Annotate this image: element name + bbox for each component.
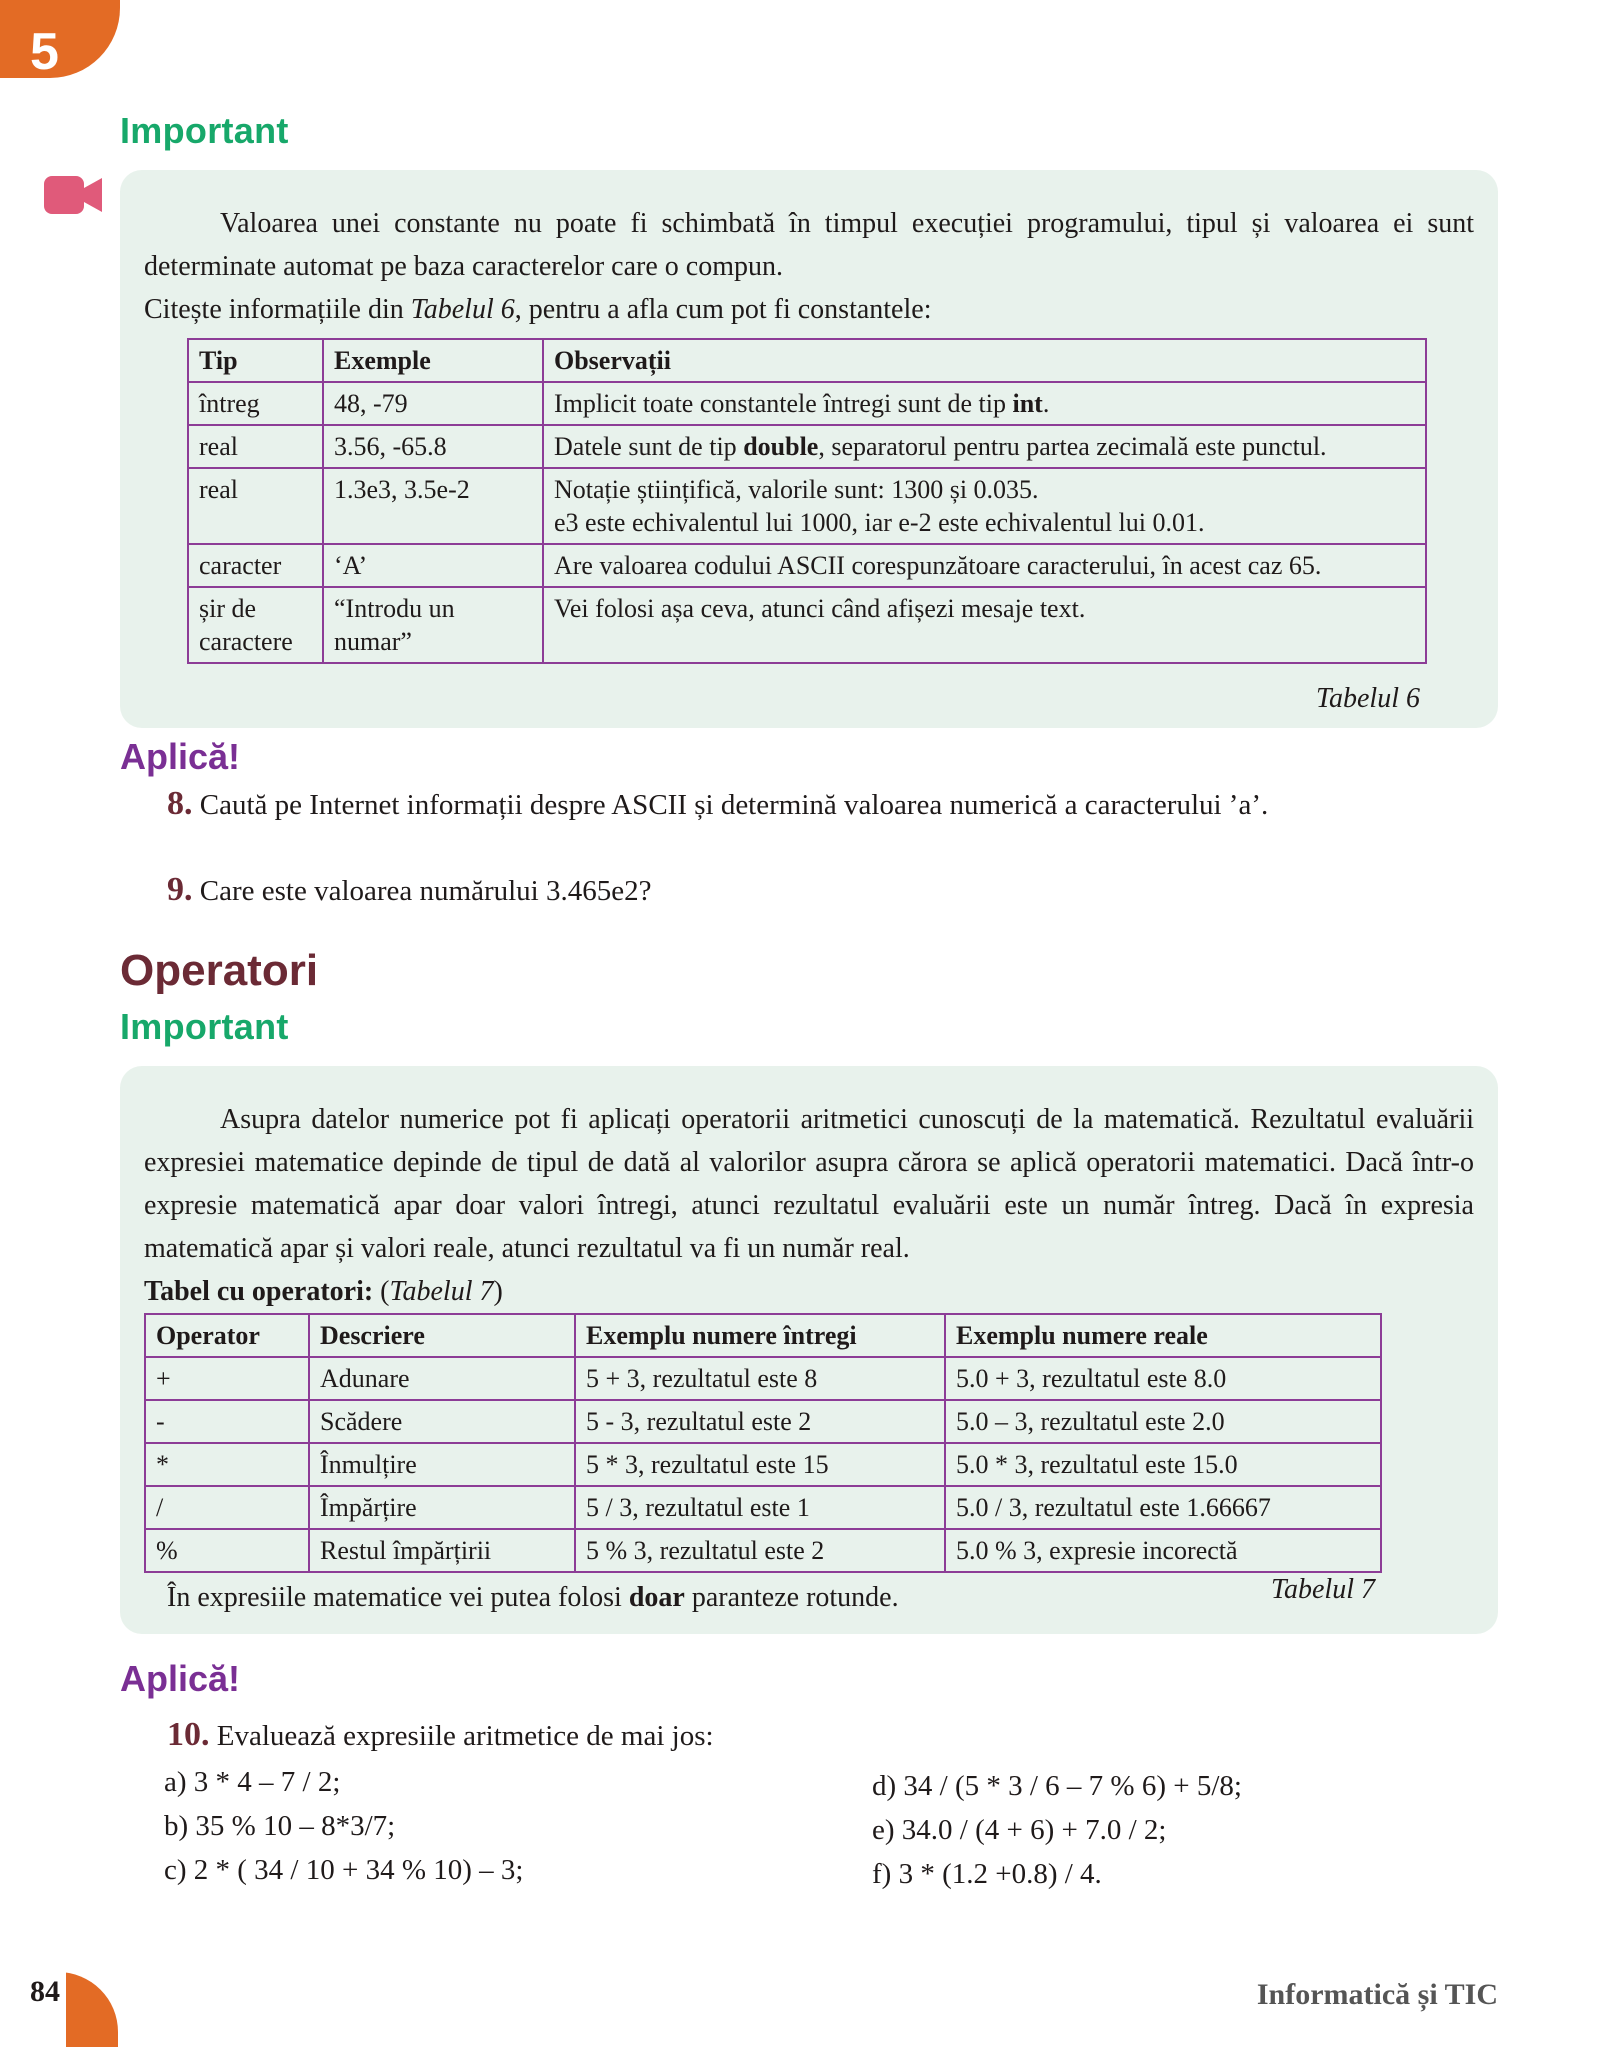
real-example-cell: 5.0 * 3, rezultatul este 15.0 — [945, 1443, 1381, 1486]
description-cell: Restul împărțirii — [309, 1529, 575, 1572]
operator-cell: * — [145, 1443, 309, 1486]
table-row — [145, 1357, 1381, 1400]
int-example-cell: 5 * 3, rezultatul este 15 — [575, 1443, 945, 1486]
operators-table-title: Tabel cu operatori: (Tabelul 7) — [144, 1276, 503, 1307]
operator-cell: - — [145, 1400, 309, 1443]
int-example-cell: 5 - 3, rezultatul este 2 — [575, 1400, 945, 1443]
apply-heading: Aplică! — [120, 1658, 241, 1699]
table-row — [188, 468, 1426, 544]
important-heading: Important — [120, 110, 289, 151]
expression-item: a) 3 * 4 – 7 / 2; — [164, 1766, 341, 1798]
example-cell: 1.3e3, 3.5e-2 — [323, 468, 543, 544]
operators-table — [144, 1313, 1382, 1573]
operators-paragraph: Asupra datelor numerice pot fi aplicați operatorii aritmetici cunoscuți de la matematică. Rezultatul evaluării expresiei matematice depinde de tipul de dată al valorilor asupra cărora se aplică operatorii matematici. Dacă într-o expresie matematică apar doar valori întregi, atunci rezultatul evaluării este un număr întreg. Dacă în expresia matematică apar și valori reale, atunci rezultatul va fi un număr real. — [144, 1104, 1474, 1264]
exercise-8: 8. Caută pe Internet informații despre ASCII și determină valoarea numerică a caracterului ’a’. — [167, 785, 1269, 822]
table-row — [145, 1400, 1381, 1443]
int-example-cell: 5 + 3, rezultatul este 8 — [575, 1357, 945, 1400]
expression-item: f) 3 * (1.2 +0.8) / 4. — [872, 1858, 1102, 1890]
page-number: 84 — [30, 1975, 60, 2008]
header-cell: Observații — [543, 339, 1426, 382]
table-row — [188, 587, 1426, 663]
description-cell: Adunare — [309, 1357, 575, 1400]
constants-intro: Citește informațiile din Tabelul 6, pentru a afla cum pot fi constantele: — [144, 294, 932, 325]
exercise-9: 9. Care este valoarea numărului 3.465e2? — [167, 871, 652, 908]
chapter-number: 5 — [30, 23, 59, 81]
example-cell: 3.56, -65.8 — [323, 425, 543, 468]
observation-cell: Notație științifică, valorile sunt: 1300 și 0.035. e3 este echivalentul lui 1000, iar e-2 este echivalentul lui 0.01. — [543, 468, 1426, 544]
real-example-cell: 5.0 / 3, rezultatul este 1.66667 — [945, 1486, 1381, 1529]
example-cell: “Introdu un numar” — [323, 587, 543, 663]
table-row — [145, 1486, 1381, 1529]
header-cell: Exemplu numere întregi — [575, 1314, 945, 1357]
observation-cell: Are valoarea codului ASCII corespunzătoare caracterului, în acest caz 65. — [543, 544, 1426, 587]
description-cell: Înmulțire — [309, 1443, 575, 1486]
apply-heading: Aplică! — [120, 736, 241, 777]
section-title: Operatori — [120, 946, 319, 995]
observation-cell: Implicit toate constantele întregi sunt de tip int. — [543, 382, 1426, 425]
chapter-tab — [0, 0, 120, 81]
int-example-cell: 5 / 3, rezultatul este 1 — [575, 1486, 945, 1529]
example-cell: ‘A’ — [323, 544, 543, 587]
expression-item: e) 34.0 / (4 + 6) + 7.0 / 2; — [872, 1814, 1167, 1846]
book-title: Informatică și TIC — [1256, 1978, 1498, 2011]
example-cell: 48, -79 — [323, 382, 543, 425]
header-cell: Operator — [145, 1314, 309, 1357]
type-cell: caracter — [188, 544, 323, 587]
table-header-row — [188, 339, 1426, 382]
header-cell: Descriere — [309, 1314, 575, 1357]
header-cell: Tip — [188, 339, 323, 382]
exercise-10: 10. Evaluează expresiile aritmetice de mai jos: — [167, 1716, 714, 1753]
observation-cell: Vei folosi așa ceva, atunci când afișezi mesaje text. — [543, 587, 1426, 663]
constants-paragraph: Valoarea unei constante nu poate fi schimbată în timpul execuției programului, tipul și valoarea ei sunt determinate automat pe baza caracterelor care o compun. — [144, 208, 1474, 282]
real-example-cell: 5.0 – 3, rezultatul este 2.0 — [945, 1400, 1381, 1443]
int-example-cell: 5 % 3, rezultatul este 2 — [575, 1529, 945, 1572]
table-row — [145, 1529, 1381, 1572]
important-heading: Important — [120, 1006, 289, 1047]
table-row — [188, 544, 1426, 587]
constants-table — [187, 338, 1427, 664]
header-cell: Exemple — [323, 339, 543, 382]
table-caption: Tabelul 6 — [1316, 683, 1420, 714]
expression-item: b) 35 % 10 – 8*3/7; — [164, 1810, 396, 1842]
expression-item: d) 34 / (5 * 3 / 6 – 7 % 6) + 5/8; — [872, 1770, 1242, 1802]
video-icon[interactable] — [44, 174, 102, 216]
type-cell: șir de caractere — [188, 587, 323, 663]
parentheses-note: În expresiile matematice vei putea folosi doar paranteze rotunde. — [167, 1582, 899, 1613]
expression-item: c) 2 * ( 34 / 10 + 34 % 10) – 3; — [164, 1854, 524, 1886]
table-row — [188, 382, 1426, 425]
observation-cell: Datele sunt de tip double, separatorul pentru partea zecimală este punctul. — [543, 425, 1426, 468]
operator-cell: + — [145, 1357, 309, 1400]
real-example-cell: 5.0 + 3, rezultatul este 8.0 — [945, 1357, 1381, 1400]
table-header-row — [145, 1314, 1381, 1357]
table-row — [145, 1443, 1381, 1486]
table-row — [188, 425, 1426, 468]
type-cell: întreg — [188, 382, 323, 425]
description-cell: Împărțire — [309, 1486, 575, 1529]
header-cell: Exemplu numere reale — [945, 1314, 1381, 1357]
description-cell: Scădere — [309, 1400, 575, 1443]
type-cell: real — [188, 425, 323, 468]
operator-cell: / — [145, 1486, 309, 1529]
operator-cell: % — [145, 1529, 309, 1572]
real-example-cell: 5.0 % 3, expresie incorectă — [945, 1529, 1381, 1572]
table-caption: Tabelul 7 — [1271, 1574, 1375, 1605]
type-cell: real — [188, 468, 323, 544]
